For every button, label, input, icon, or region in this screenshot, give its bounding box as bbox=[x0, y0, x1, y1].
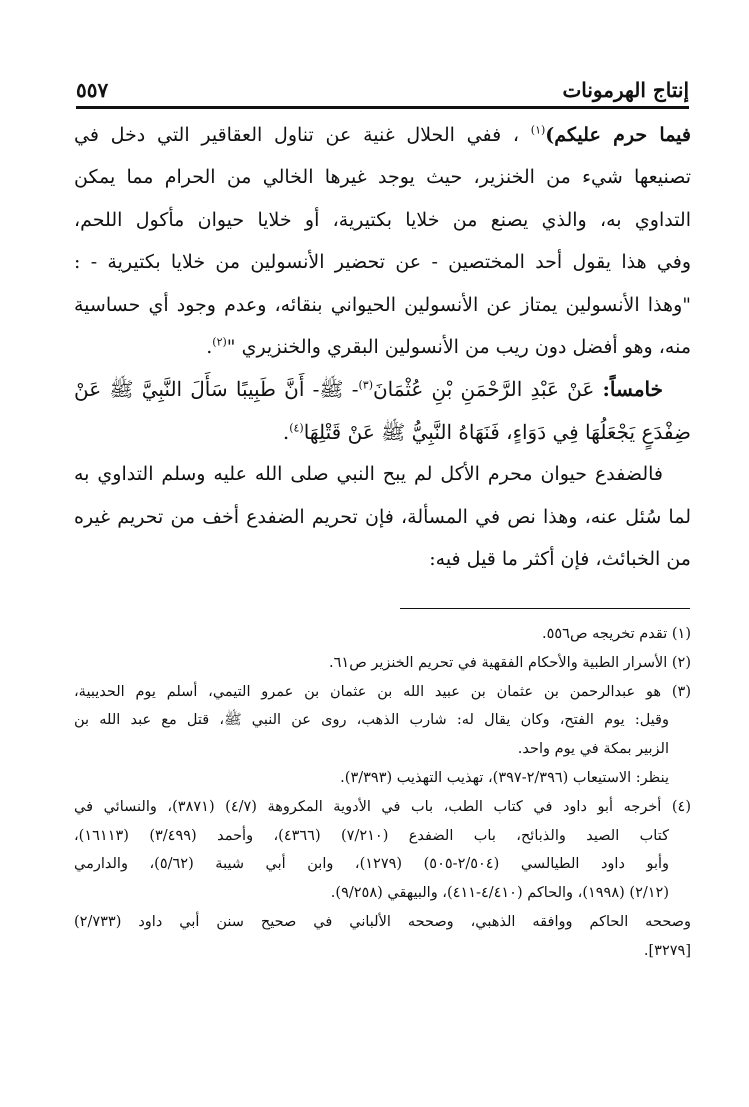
footnote-line: وقيل: يوم الفتح، وكان يقال له: شارب الذهب، روى عن النبي ﷺ، قتل مع عبد الله بن bbox=[74, 712, 669, 729]
footnote-line: وصححه الحاكم ووافقه الذهبي، وصححه الألباني في صحيح سنن أبي داود (٢/٧٣٣) bbox=[74, 913, 691, 930]
text-line: من الخبائث، فإن أكثر ما قيل فيه: bbox=[429, 547, 691, 570]
section-label: خامساً: bbox=[602, 377, 664, 402]
text-line: تصنيعها شيء من الخنزير، حيث يوجد غيرها الخالي من الحرام مما يمكن bbox=[74, 166, 691, 189]
main-text bbox=[74, 114, 691, 580]
hadith-text: - ﷺ- أَنَّ طَبِيبًا سَأَلَ النَّبِيَّ ﷺ عَنْ bbox=[74, 377, 359, 402]
footnote-ref: (٤) bbox=[289, 421, 304, 435]
running-title: إنتاج الهرمونات bbox=[562, 78, 689, 102]
page-header bbox=[76, 68, 689, 102]
text-run: ، ففي الحلال غنية عن تناول العقاقير التي دخل في bbox=[74, 124, 520, 146]
footnote-line: [٣٢٧٩]. bbox=[643, 942, 691, 959]
hadith-text: عَنْ عَبْدِ الرَّحْمَنِ بْنِ عُثْمَانَ bbox=[372, 377, 595, 402]
footnote-line: (٤) أخرجه أبو داود في كتاب الطب، باب في الأدوية المكروهة (٤/٧) (٣٨٧١)، والنسائي في bbox=[74, 798, 691, 815]
footnote-line: (١) تقدم تخريجه ص٥٥٦. bbox=[542, 626, 691, 642]
text-line bbox=[74, 114, 691, 156]
header-rule bbox=[76, 106, 689, 109]
text-line bbox=[74, 411, 691, 453]
page-number: ٥٥٧ bbox=[76, 78, 109, 102]
footnote-line: وأبو داود الطيالسي (٢/٥٠٤-٥٠٥) (١٢٧٩)، وابن أبي شيبة (٥/٦٢)، والدارمي bbox=[74, 856, 670, 873]
text-run: . bbox=[206, 335, 213, 358]
footnote-separator bbox=[400, 608, 690, 609]
footnote-line: (٣) هو عبدالرحمن بن عثمان بن عبيد الله بن عثمان بن عمرو التيمي، أسلم يوم الحديبية، bbox=[74, 683, 691, 700]
text-run: منه، وهو أفضل دون ريب من الأنسولين البقري والخنزيري " bbox=[226, 335, 691, 358]
footnote-line: ينظر: الاستيعاب (٢/٣٩٦-٣٩٧)، تهذيب التهذيب (٣/٣٩٣). bbox=[340, 769, 669, 786]
text-line: لما سُئل عنه، وهذا نص في المسألة، فإن تحريم الضفدع أخف من تحريم غيره bbox=[74, 505, 691, 528]
text-line: التداوي به، والذي يصنع من خلايا بكتيرية، أو خلايا حيوان مأكول اللحم، bbox=[74, 208, 691, 231]
text-line: "وهذا الأنسولين يمتاز عن الأنسولين الحيواني بنقائه، وعدم وجود أي حساسية bbox=[74, 293, 691, 316]
footnote-ref: (١) bbox=[530, 123, 546, 137]
text-run: . bbox=[282, 419, 290, 444]
text-line: وفي هذا يقول أحد المختصين - عن تحضير الأنسولين من خلايا بكتيرية - : bbox=[74, 251, 691, 274]
footnote-ref: (٢) bbox=[212, 335, 227, 349]
text-line bbox=[74, 368, 691, 410]
footnote-line: الزبير بمكة في يوم واحد. bbox=[517, 741, 669, 758]
footnotes bbox=[74, 620, 691, 966]
footnote-ref: (٣) bbox=[358, 378, 373, 392]
footnote-line: كتاب الصيد والذبائح، باب الضفدع (٧/٢١٠) (٤٣٦٦)، وأحمد (٣/٤٩٩) (١٦١١٣)، bbox=[74, 827, 669, 844]
footnote-line: (٢/١٢) (١٩٩٨)، والحاكم (٤/٤١٠-٤١١)، والبيهقي (٩/٢٥٨). bbox=[330, 885, 669, 902]
text-line bbox=[74, 326, 691, 368]
verse-quote-end: فيما حرم عليكم) bbox=[545, 124, 691, 146]
hadith-text: ضِفْدَعٍ يَجْعَلُهَا فِي دَوَاءٍ، فَنَهَاهُ النَّبِيُّ ﷺ عَنْ قَتْلِهَا bbox=[303, 419, 691, 444]
text-line: فالضفدع حيوان محرم الأكل لم يبح النبي صلى الله عليه وسلم التداوي به bbox=[74, 463, 663, 486]
footnote-line: (٢) الأسرار الطبية والأحكام الفقهية في تحريم الخنزير ص٦١. bbox=[329, 654, 691, 671]
